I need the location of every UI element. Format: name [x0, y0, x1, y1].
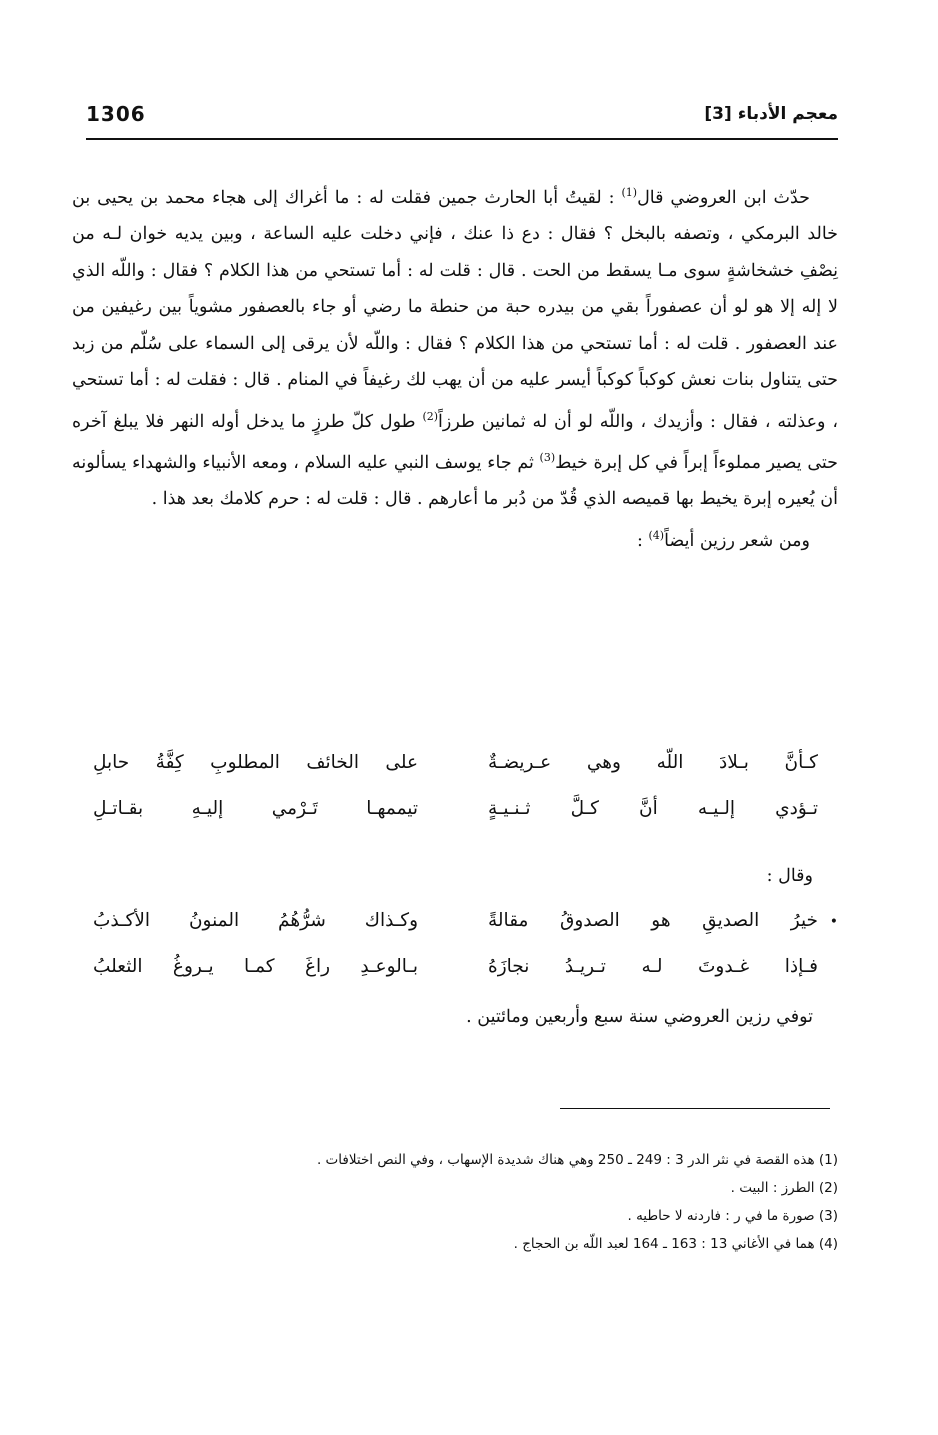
verse-line: [72, 910, 838, 956]
footnote: (4) هما في الأغاني 13 : 163 ـ 164 لعبد اللّه بن الحجاج .: [513, 1236, 838, 1252]
footnote-ref: (3): [539, 451, 556, 465]
bullet-icon: •: [829, 914, 838, 930]
main-text: [72, 175, 838, 559]
verse-first-hemistich: تـؤدي إلـيـه أنَّ كـلَّ ثـنـيـةٍ: [488, 798, 818, 819]
verse-first-hemistich: كـأنَّ بـلادَ اللّه وهي عـريضـةٌ: [488, 752, 818, 773]
footnote-ref: (2): [422, 409, 439, 423]
poem-block: [72, 752, 838, 844]
footnote-rule: [560, 1108, 830, 1109]
verse-first-hemistich: فـإذا غـدوتَ لـه تـريـدُ نجازَهُ: [488, 956, 818, 977]
footnotes: [120, 1146, 838, 1258]
footnote-ref: (1): [621, 186, 638, 199]
footnote: (1) هذه القصة في نثر الدر 3 : 249 ـ 250 وهي هناك شديدة الإسهاب ، وفي النص اختلافات .: [316, 1152, 838, 1168]
paragraph: حدّث ابن العروضي قال$^{(1)}$ : لقيتُ أبا الحارث جمين فقلت له : ما أغراك إلى هجاء محمد بن يحيى بن خالد البرمكي ، وتصفه بالبخل ؟ فقال : دع ذا عنك ، فإني دخلت عليه الساعة ، وبين يديه خوان لـه من نِصْفِ خشخاشةٍ سوى مـا يسقط من الحت . قال : قلت له : أما تستحي من هذا الكلام ؟ فقال : واللّه الذي لا إله إلا هو لو أن عصفوراً بقي من بيدره حبة من حنطة ما رضي أو جاء بالعصفور مشوياً بين رغيفين من عند العصفور . قلت له : أما تستحي من هذا الكلام ؟ فقال : واللّه لأن يرقى إلى السماء على سُلّم من زبد حتى يتناول بنات نعش كوكباً كوكباً أيسر عليه من أن يهب لك رغيفاً في المنام . قال : فقلت له : أما تستحي ، وعذلته ، فقال : وأزيدك ، واللّه لو أن له ثمانين طرزاً$^{(2)}$ طول كلّ طرزٍ ما يدخل أوله النهر فلا يبلغ آخره حتى يصير مملوءاً إبراً في كل إبرة خيط$^{(3)}$ ثم جاء يوسف النبي عليه السلام ، ومعه الأنبياء والشهداء يسألونه أن يُعيره إبرة يخيط بها قميصه الذي قُدّ من دُبر ما أعارهم . قال : قلت له : حرم كلامك بعد هذا .: [72, 186, 838, 510]
verse-second-hemistich: بـالوعـدِ راغَ كمـا يـروغُ الثعلبُ: [93, 956, 418, 977]
footnote: (2) الطرز : البيت .: [730, 1180, 838, 1196]
header-rule: [86, 138, 838, 140]
verse-line: [72, 956, 838, 1002]
poem-intro: ومن شعر رزين أيضاً$^{(4)}$ :: [637, 528, 810, 551]
verse-second-hemistich: وكـذاك شرُّهُمُ المنونُ الأكـذبُ: [93, 910, 418, 931]
running-title: معجم الأدباء [3]: [704, 104, 838, 124]
death-note: توفي رزين العروضي سنة سبع وأربعين ومائتين .: [466, 1007, 813, 1027]
page-header: [86, 100, 838, 132]
verse-line: [72, 752, 838, 798]
verse-second-hemistich: تيممهـا تَـرْمي إليـهِ بقـاتـلِ: [93, 798, 418, 819]
verse-line: [72, 798, 838, 844]
footnote-ref: (4): [648, 528, 665, 542]
verse-second-hemistich: على الخائف المطلوبِ كِفَّةُ حابلِ: [93, 752, 418, 773]
poem-block: [72, 910, 838, 1002]
verse-first-hemistich: خيرُ الصديقِ هو الصدوقُ مقالةً: [488, 910, 818, 931]
footnote: (3) صورة ما في ر : فاردنه لا حاطيه .: [627, 1208, 838, 1224]
page-number: 1306: [86, 102, 146, 126]
poem-intro-qala: وقال :: [766, 866, 813, 886]
